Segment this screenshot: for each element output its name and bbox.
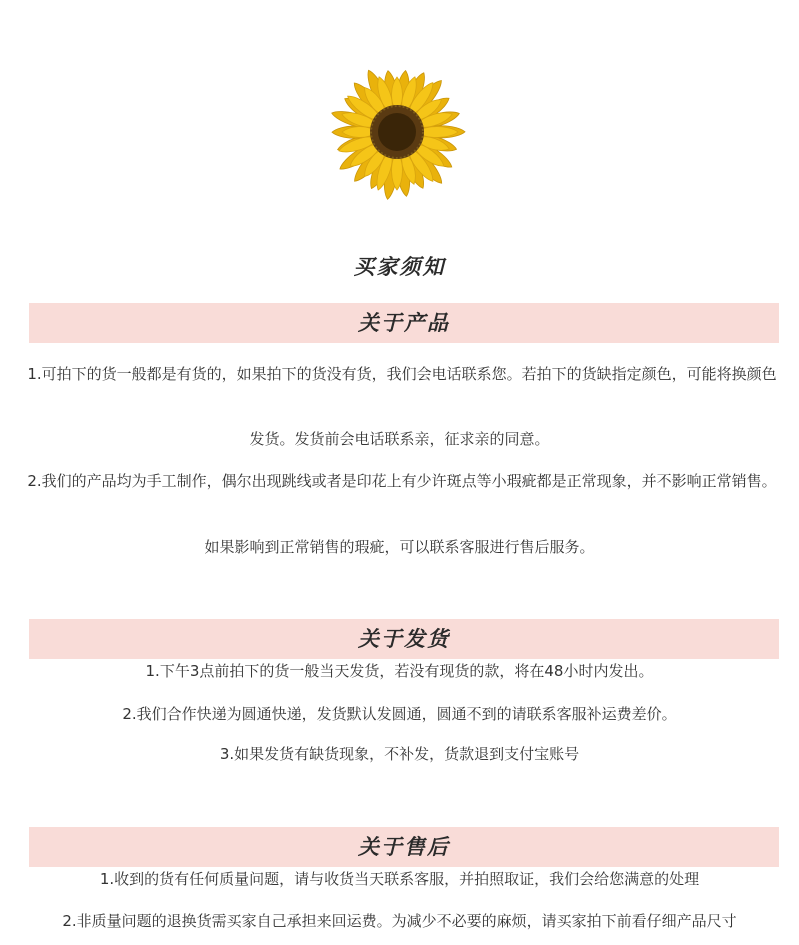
section-heading-band-products bbox=[29, 303, 779, 343]
paragraph: 1.下午3点前拍下的货一般当天发货，若没有现货的款，将在48小时内发出。 bbox=[145, 662, 654, 680]
paragraph: 2.我们合作快递为圆通快递，发货默认发圆通，圆通不到的请联系客服补运费差价。 bbox=[122, 705, 677, 723]
flower-center-inner bbox=[378, 113, 416, 151]
paragraph: 1.可拍下的货一般都是有货的，如果拍下的货没有货，我们会电话联系您。若拍下的货缺指定颜色，可能将换颜色 bbox=[27, 365, 777, 383]
paragraph: 1.收到的货有任何质量问题，请与收货当天联系客服，并拍照取证，我们会给您满意的处理 bbox=[99, 870, 700, 888]
paragraph: 2.我们的产品均为手工制作，偶尔出现跳线或者是印花上有少许斑点等小瑕疵都是正常现象，并不影响正常销售。 bbox=[27, 472, 777, 490]
paragraph: 发货。发货前会电话联系亲，征求亲的同意。 bbox=[249, 430, 550, 448]
paragraph: 如果影响到正常销售的瑕疵，可以联系客服进行售后服务。 bbox=[204, 538, 595, 556]
sunflower-image bbox=[331, 60, 467, 204]
page-title: 买家须知 bbox=[353, 254, 446, 279]
paragraph: 2.非质量问题的退换货需买家自己承担来回运费。为减少不必要的麻烦，请买家拍下前看仔细产品尺寸 bbox=[62, 912, 737, 930]
section-heading-band-shipping bbox=[29, 619, 779, 659]
paragraph: 3.如果发货有缺货现象，不补发，货款退到支付宝账号 bbox=[219, 745, 580, 763]
section-heading-products: 关于产品 bbox=[358, 310, 450, 335]
section-heading-band-aftersales bbox=[29, 827, 779, 867]
section-heading-shipping: 关于发货 bbox=[358, 626, 450, 651]
section-heading-aftersales: 关于售后 bbox=[358, 834, 450, 859]
